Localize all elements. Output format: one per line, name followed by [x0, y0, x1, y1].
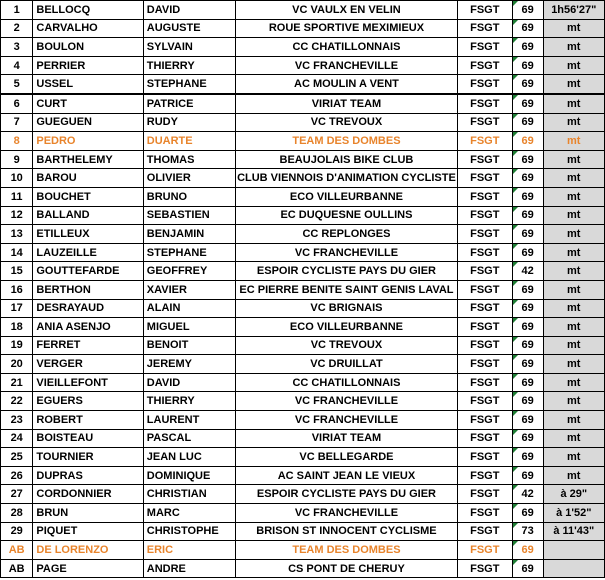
first-name-cell: ALAIN: [143, 299, 235, 318]
table-row: [1, 522, 605, 541]
position-cell: 18: [1, 318, 33, 337]
first-name-cell: DUARTE: [143, 132, 235, 151]
category-cell: 69: [512, 280, 543, 299]
first-name-cell: STEPHANE: [143, 243, 235, 262]
last-name-cell: BOULON: [33, 38, 143, 57]
federation-cell: FSGT: [457, 94, 512, 113]
position-cell: 6: [1, 94, 33, 113]
time-cell: à 29": [543, 485, 604, 504]
last-name-cell: PERRIER: [33, 56, 143, 75]
last-name-cell: LAUZEILLE: [33, 243, 143, 262]
last-name-cell: ANIA ASENJO: [33, 318, 143, 337]
position-cell: 24: [1, 429, 33, 448]
first-name-cell: AUGUSTE: [143, 19, 235, 38]
category-cell: 69: [512, 466, 543, 485]
last-name-cell: DE LORENZO: [33, 541, 143, 560]
club-cell: VC FRANCHEVILLE: [236, 504, 458, 523]
position-cell: 14: [1, 243, 33, 262]
category-cell: 69: [512, 392, 543, 411]
club-cell: TEAM DES DOMBES: [236, 132, 458, 151]
club-cell: CC CHATILLONNAIS: [236, 38, 458, 57]
time-cell: mt: [543, 19, 604, 38]
last-name-cell: VERGER: [33, 355, 143, 374]
first-name-cell: SEBASTIEN: [143, 206, 235, 225]
club-cell: VC VAULX EN VELIN: [236, 1, 458, 20]
time-cell: mt: [543, 318, 604, 337]
first-name-cell: LAURENT: [143, 411, 235, 430]
position-cell: 29: [1, 522, 33, 541]
table-row: [1, 169, 605, 188]
time-cell: mt: [543, 113, 604, 132]
category-cell: 69: [512, 1, 543, 20]
first-name-cell: BENOIT: [143, 336, 235, 355]
table-row: [1, 113, 605, 132]
category-cell: 69: [512, 541, 543, 560]
time-cell: mt: [543, 373, 604, 392]
club-cell: VIRIAT TEAM: [236, 429, 458, 448]
first-name-cell: SYLVAIN: [143, 38, 235, 57]
last-name-cell: FERRET: [33, 336, 143, 355]
time-cell: mt: [543, 411, 604, 430]
first-name-cell: RUDY: [143, 113, 235, 132]
position-cell: 16: [1, 280, 33, 299]
time-cell: mt: [543, 429, 604, 448]
federation-cell: FSGT: [457, 113, 512, 132]
table-row: [1, 243, 605, 262]
category-cell: 69: [512, 187, 543, 206]
category-cell: 69: [512, 355, 543, 374]
last-name-cell: DESRAYAUD: [33, 299, 143, 318]
first-name-cell: GEOFFREY: [143, 262, 235, 281]
category-cell: 69: [512, 373, 543, 392]
federation-cell: FSGT: [457, 355, 512, 374]
last-name-cell: BELLOCQ: [33, 1, 143, 20]
category-cell: 69: [512, 113, 543, 132]
position-cell: AB: [1, 541, 33, 560]
table-row: [1, 336, 605, 355]
club-cell: AC MOULIN A VENT: [236, 75, 458, 94]
club-cell: BRISON ST INNOCENT CYCLISME: [236, 522, 458, 541]
position-cell: 12: [1, 206, 33, 225]
position-cell: 21: [1, 373, 33, 392]
club-cell: CS PONT DE CHERUY: [236, 559, 458, 578]
first-name-cell: BRUNO: [143, 187, 235, 206]
time-cell: mt: [543, 392, 604, 411]
table-row: [1, 225, 605, 244]
club-cell: AC SAINT JEAN LE VIEUX: [236, 466, 458, 485]
first-name-cell: THIERRY: [143, 56, 235, 75]
position-cell: 5: [1, 75, 33, 94]
first-name-cell: XAVIER: [143, 280, 235, 299]
federation-cell: FSGT: [457, 541, 512, 560]
federation-cell: FSGT: [457, 318, 512, 337]
table-row: [1, 448, 605, 467]
time-cell: mt: [543, 206, 604, 225]
category-cell: 69: [512, 56, 543, 75]
club-cell: BEAUJOLAIS BIKE CLUB: [236, 150, 458, 169]
first-name-cell: JEREMY: [143, 355, 235, 374]
table-row: [1, 262, 605, 281]
table-row: [1, 206, 605, 225]
club-cell: CC CHATILLONNAIS: [236, 373, 458, 392]
club-cell: ESPOIR CYCLISTE PAYS DU GIER: [236, 262, 458, 281]
last-name-cell: EGUERS: [33, 392, 143, 411]
federation-cell: FSGT: [457, 187, 512, 206]
category-cell: 69: [512, 411, 543, 430]
position-cell: 3: [1, 38, 33, 57]
time-cell: mt: [543, 448, 604, 467]
first-name-cell: OLIVIER: [143, 169, 235, 188]
last-name-cell: BOISTEAU: [33, 429, 143, 448]
last-name-cell: BOUCHET: [33, 187, 143, 206]
table-row: [1, 355, 605, 374]
time-cell: à 11'43": [543, 522, 604, 541]
position-cell: 20: [1, 355, 33, 374]
first-name-cell: THOMAS: [143, 150, 235, 169]
club-cell: VC FRANCHEVILLE: [236, 392, 458, 411]
club-cell: ROUE SPORTIVE MEXIMIEUX: [236, 19, 458, 38]
position-cell: 1: [1, 1, 33, 20]
time-cell: mt: [543, 299, 604, 318]
time-cell: [543, 559, 604, 578]
first-name-cell: JEAN LUC: [143, 448, 235, 467]
position-cell: 22: [1, 392, 33, 411]
first-name-cell: ERIC: [143, 541, 235, 560]
first-name-cell: CHRISTOPHE: [143, 522, 235, 541]
time-cell: mt: [543, 355, 604, 374]
time-cell: mt: [543, 187, 604, 206]
last-name-cell: BRUN: [33, 504, 143, 523]
position-cell: 8: [1, 132, 33, 151]
first-name-cell: CHRISTIAN: [143, 485, 235, 504]
table-row: [1, 280, 605, 299]
club-cell: ESPOIR CYCLISTE PAYS DU GIER: [236, 485, 458, 504]
position-cell: 28: [1, 504, 33, 523]
last-name-cell: CORDONNIER: [33, 485, 143, 504]
last-name-cell: GOUTTEFARDE: [33, 262, 143, 281]
last-name-cell: PAGE: [33, 559, 143, 578]
last-name-cell: BERTHON: [33, 280, 143, 299]
club-cell: VC FRANCHEVILLE: [236, 56, 458, 75]
federation-cell: FSGT: [457, 429, 512, 448]
first-name-cell: DOMINIQUE: [143, 466, 235, 485]
club-cell: EC PIERRE BENITE SAINT GENIS LAVAL: [236, 280, 458, 299]
last-name-cell: PIQUET: [33, 522, 143, 541]
time-cell: mt: [543, 225, 604, 244]
federation-cell: FSGT: [457, 392, 512, 411]
category-cell: 69: [512, 559, 543, 578]
table-row: [1, 19, 605, 38]
federation-cell: FSGT: [457, 150, 512, 169]
last-name-cell: BAROU: [33, 169, 143, 188]
category-cell: 69: [512, 169, 543, 188]
federation-cell: FSGT: [457, 504, 512, 523]
club-cell: VC FRANCHEVILLE: [236, 243, 458, 262]
last-name-cell: BARTHELEMY: [33, 150, 143, 169]
category-cell: 69: [512, 243, 543, 262]
time-cell: mt: [543, 280, 604, 299]
time-cell: mt: [543, 56, 604, 75]
federation-cell: FSGT: [457, 132, 512, 151]
last-name-cell: CURT: [33, 94, 143, 113]
position-cell: 9: [1, 150, 33, 169]
time-cell: mt: [543, 169, 604, 188]
time-cell: mt: [543, 466, 604, 485]
position-cell: 11: [1, 187, 33, 206]
club-cell: VC BELLEGARDE: [236, 448, 458, 467]
last-name-cell: PEDRO: [33, 132, 143, 151]
position-cell: 4: [1, 56, 33, 75]
federation-cell: FSGT: [457, 373, 512, 392]
first-name-cell: THIERRY: [143, 392, 235, 411]
table-row: [1, 373, 605, 392]
table-row: [1, 559, 605, 578]
club-cell: VC TREVOUX: [236, 336, 458, 355]
time-cell: à 1'52": [543, 504, 604, 523]
last-name-cell: USSEL: [33, 75, 143, 94]
first-name-cell: STEPHANE: [143, 75, 235, 94]
category-cell: 69: [512, 225, 543, 244]
federation-cell: FSGT: [457, 466, 512, 485]
federation-cell: FSGT: [457, 262, 512, 281]
first-name-cell: MIGUEL: [143, 318, 235, 337]
position-cell: 27: [1, 485, 33, 504]
first-name-cell: DAVID: [143, 373, 235, 392]
club-cell: ECO VILLEURBANNE: [236, 187, 458, 206]
federation-cell: FSGT: [457, 56, 512, 75]
table-row: [1, 150, 605, 169]
table-row: [1, 187, 605, 206]
category-cell: 69: [512, 132, 543, 151]
results-rows: [1, 1, 605, 578]
table-row: [1, 38, 605, 57]
federation-cell: FSGT: [457, 336, 512, 355]
category-cell: 73: [512, 522, 543, 541]
last-name-cell: ROBERT: [33, 411, 143, 430]
table-row: [1, 75, 605, 94]
federation-cell: FSGT: [457, 559, 512, 578]
table-row: [1, 132, 605, 151]
club-cell: VIRIAT TEAM: [236, 94, 458, 113]
last-name-cell: VIEILLEFONT: [33, 373, 143, 392]
federation-cell: FSGT: [457, 19, 512, 38]
federation-cell: FSGT: [457, 448, 512, 467]
federation-cell: FSGT: [457, 299, 512, 318]
federation-cell: FSGT: [457, 485, 512, 504]
federation-cell: FSGT: [457, 206, 512, 225]
category-cell: 42: [512, 262, 543, 281]
time-cell: mt: [543, 94, 604, 113]
first-name-cell: MARC: [143, 504, 235, 523]
club-cell: CC REPLONGES: [236, 225, 458, 244]
time-cell: 1h56'27": [543, 1, 604, 20]
club-cell: CLUB VIENNOIS D'ANIMATION CYCLISTE: [236, 169, 458, 188]
club-cell: ECO VILLEURBANNE: [236, 318, 458, 337]
federation-cell: FSGT: [457, 1, 512, 20]
time-cell: [543, 541, 604, 560]
category-cell: 69: [512, 75, 543, 94]
category-cell: 69: [512, 19, 543, 38]
club-cell: VC TREVOUX: [236, 113, 458, 132]
position-cell: 2: [1, 19, 33, 38]
last-name-cell: BALLAND: [33, 206, 143, 225]
position-cell: 23: [1, 411, 33, 430]
last-name-cell: ETILLEUX: [33, 225, 143, 244]
last-name-cell: CARVALHO: [33, 19, 143, 38]
first-name-cell: DAVID: [143, 1, 235, 20]
last-name-cell: TOURNIER: [33, 448, 143, 467]
category-cell: 69: [512, 38, 543, 57]
position-cell: 7: [1, 113, 33, 132]
club-cell: TEAM DES DOMBES: [236, 541, 458, 560]
table-row: [1, 411, 605, 430]
position-cell: 26: [1, 466, 33, 485]
club-cell: EC DUQUESNE OULLINS: [236, 206, 458, 225]
table-row: [1, 429, 605, 448]
federation-cell: FSGT: [457, 522, 512, 541]
last-name-cell: GUEGUEN: [33, 113, 143, 132]
category-cell: 69: [512, 504, 543, 523]
first-name-cell: PATRICE: [143, 94, 235, 113]
time-cell: mt: [543, 38, 604, 57]
club-cell: VC FRANCHEVILLE: [236, 411, 458, 430]
category-cell: 69: [512, 150, 543, 169]
table-row: [1, 318, 605, 337]
federation-cell: FSGT: [457, 169, 512, 188]
category-cell: 69: [512, 429, 543, 448]
time-cell: mt: [543, 75, 604, 94]
table-row: [1, 94, 605, 113]
last-name-cell: DUPRAS: [33, 466, 143, 485]
table-row: [1, 1, 605, 20]
first-name-cell: ANDRE: [143, 559, 235, 578]
category-cell: 69: [512, 448, 543, 467]
category-cell: 69: [512, 94, 543, 113]
category-cell: 69: [512, 336, 543, 355]
time-cell: mt: [543, 243, 604, 262]
category-cell: 69: [512, 299, 543, 318]
federation-cell: FSGT: [457, 225, 512, 244]
time-cell: mt: [543, 150, 604, 169]
category-cell: 69: [512, 318, 543, 337]
club-cell: VC BRIGNAIS: [236, 299, 458, 318]
position-cell: AB: [1, 559, 33, 578]
table-row: [1, 466, 605, 485]
time-cell: mt: [543, 262, 604, 281]
federation-cell: FSGT: [457, 411, 512, 430]
table-row: [1, 56, 605, 75]
table-row: [1, 504, 605, 523]
federation-cell: FSGT: [457, 280, 512, 299]
position-cell: 10: [1, 169, 33, 188]
table-row: [1, 485, 605, 504]
category-cell: 69: [512, 206, 543, 225]
first-name-cell: BENJAMIN: [143, 225, 235, 244]
position-cell: 19: [1, 336, 33, 355]
position-cell: 13: [1, 225, 33, 244]
position-cell: 17: [1, 299, 33, 318]
time-cell: mt: [543, 132, 604, 151]
federation-cell: FSGT: [457, 75, 512, 94]
time-cell: mt: [543, 336, 604, 355]
category-cell: 42: [512, 485, 543, 504]
table-row: [1, 541, 605, 560]
table-row: [1, 392, 605, 411]
position-cell: 15: [1, 262, 33, 281]
position-cell: 25: [1, 448, 33, 467]
federation-cell: FSGT: [457, 38, 512, 57]
club-cell: VC DRUILLAT: [236, 355, 458, 374]
table-row: [1, 299, 605, 318]
federation-cell: FSGT: [457, 243, 512, 262]
first-name-cell: PASCAL: [143, 429, 235, 448]
